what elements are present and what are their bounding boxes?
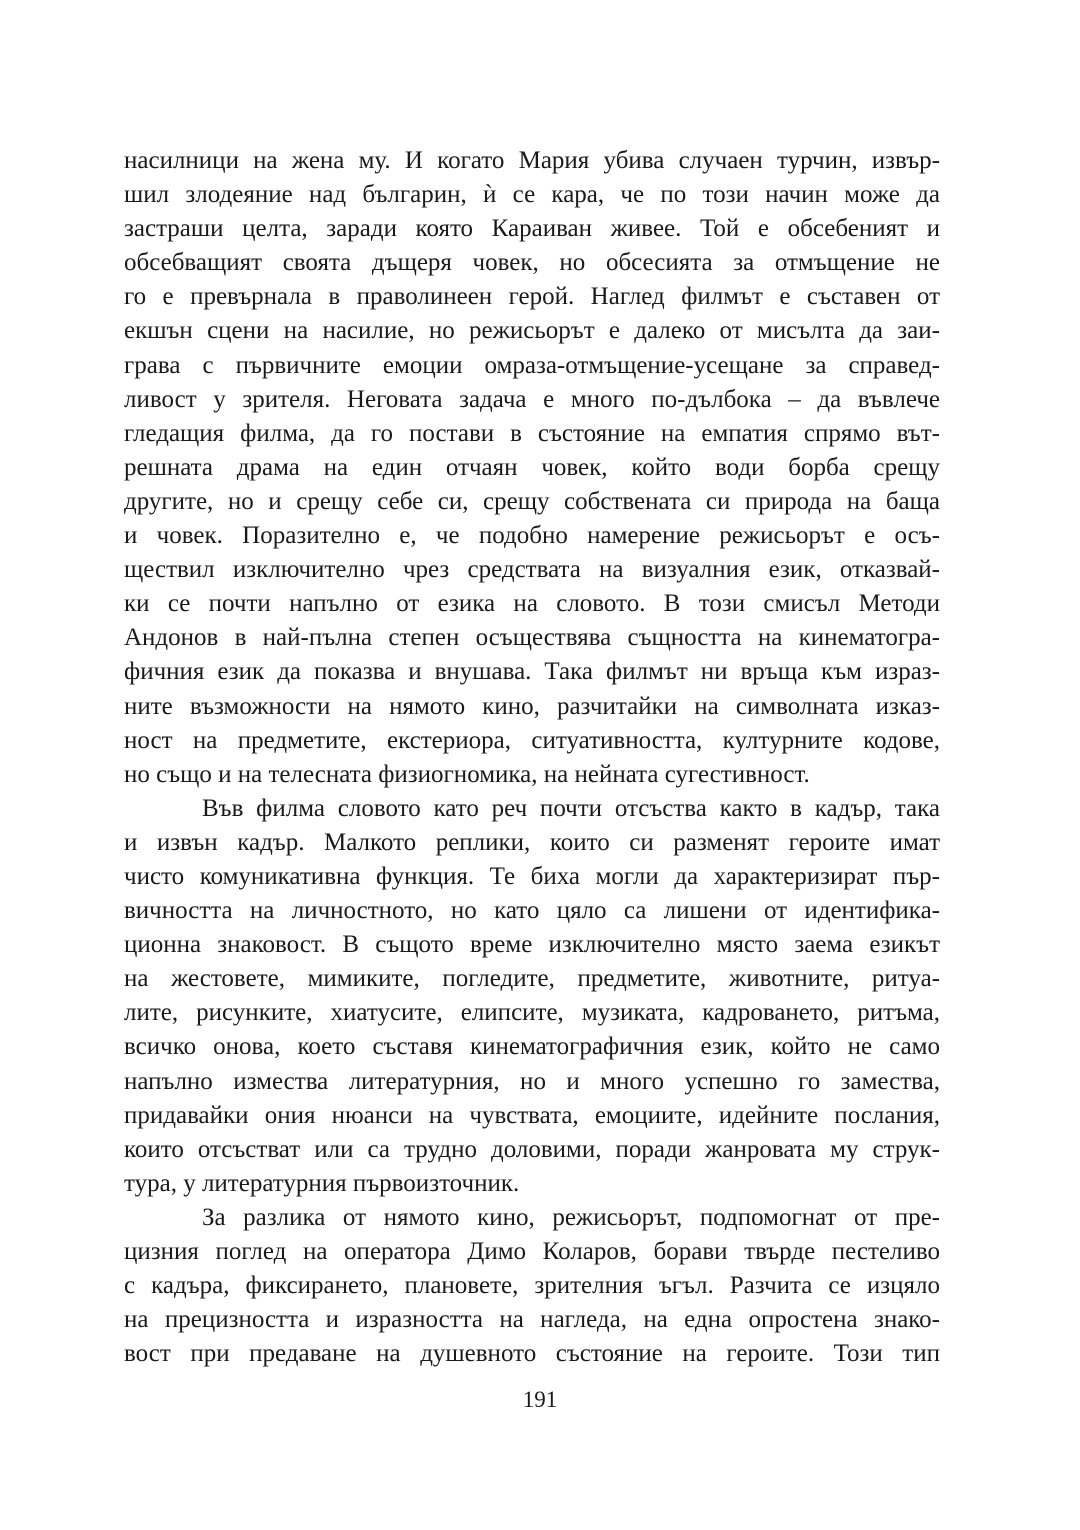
paragraph bbox=[124, 1201, 940, 1371]
text-line: гледащия филма, да го постави в състояние на емпатия спрямо вът- bbox=[124, 419, 940, 447]
text-line: обсебващият своята дъщеря човек, но обсесията за отмъщение не bbox=[124, 249, 940, 277]
text-line: на жестовете, мимиките, погледите, предметите, животните, ритуа- bbox=[124, 965, 940, 993]
text-line: ност на предметите, екстериора, ситуативността, културните кодове, bbox=[124, 726, 940, 754]
page-number: 191 bbox=[522, 1387, 558, 1412]
text-line: всичко онова, което съставя кинематографичния език, който не само bbox=[124, 1033, 940, 1061]
text-line: чисто комуникативна функция. Те биха могли да характеризират пър- bbox=[124, 862, 940, 890]
text-line: екшън сцени на насилие, но режисьорът е далеко от мисълта да заи- bbox=[124, 317, 940, 345]
text-line: тура, у литературния първоизточник. bbox=[124, 1169, 520, 1197]
text-line: Във филма словото като реч почти отсъства както в кадър, така bbox=[202, 794, 940, 822]
text-line: цизния поглед на оператора Димо Коларов, борави твърде пестеливо bbox=[124, 1238, 940, 1265]
text-line: и човек. Поразително е, че подобно намерение режисьорът е осъ- bbox=[124, 522, 940, 550]
text-line: ществил изключително чрез средствата на визуалния език, отказвай- bbox=[124, 556, 940, 584]
text-line: решната драма на един отчаян човек, който води борба срещу bbox=[124, 453, 940, 481]
paragraph bbox=[124, 144, 940, 792]
text-line: ните възможности на нямото кино, разчитайки на символната изказ- bbox=[124, 692, 940, 720]
text-line: лите, рисунките, хиатусите, елипсите, музиката, кадроването, ритъма, bbox=[124, 999, 940, 1027]
text-line: го е превърнала в праволинеен герой. Наглед филмът е съставен от bbox=[124, 283, 940, 311]
text-line: и извън кадър. Малкото реплики, които си разменят героите имат bbox=[124, 828, 940, 856]
text-line: напълно измества литературния, но и много успешно го замества, bbox=[124, 1067, 940, 1095]
text-line: ливост у зрителя. Неговата задача е много по-дълбока – да въвлече bbox=[124, 385, 940, 413]
text-line: придавайки ония нюанси на чувствата, емоциите, идейните послания, bbox=[124, 1101, 940, 1129]
text-line: грава с първичните емоции омраза-отмъщение-усещане за справед- bbox=[124, 351, 940, 379]
text-line: насилници на жена му. И когато Мария убива случаен турчин, извър- bbox=[124, 147, 940, 174]
body-text bbox=[124, 144, 940, 1371]
text-line: застраши целта, заради която Караиван живее. Той е обсебеният и bbox=[124, 215, 940, 243]
text-line: вичността на личностното, но като цяло са лишени от идентифика- bbox=[124, 897, 940, 925]
text-line: Андонов в най-пълна степен осъществява същността на кинематогра- bbox=[124, 624, 940, 652]
text-line: другите, но и срещу себе си, срещу собствената си природа на баща bbox=[124, 487, 940, 515]
text-line: ки се почти напълно от езика на словото. В този смисъл Методи bbox=[124, 590, 940, 618]
text-line: фичния език да показва и внушава. Така филмът ни връща към израз- bbox=[124, 658, 940, 686]
text-line: но също и на телесната физиогномика, на нейната сугестивност. bbox=[124, 760, 810, 788]
text-line: които отсъстват или са трудно доловими, поради жанровата му струк- bbox=[124, 1135, 940, 1163]
text-line: вост при предаване на душевното състояние на героите. Този тип bbox=[124, 1340, 940, 1368]
text-line: с кадъра, фиксирането, плановете, зрителния ъгъл. Разчита се изцяло bbox=[124, 1272, 940, 1300]
text-line: ционна знаковост. В същото време изключително място заема езикът bbox=[124, 931, 940, 959]
text-line: За разлика от нямото кино, режисьорът, подпомогнат от пре- bbox=[202, 1203, 940, 1231]
text-line: на прецизността и изразността на нагледа, на една опростена знако- bbox=[124, 1306, 940, 1334]
text-line: шил злодеяние над българин, ѝ се кара, че по този начин може да bbox=[124, 181, 940, 209]
paragraph bbox=[124, 792, 940, 1201]
